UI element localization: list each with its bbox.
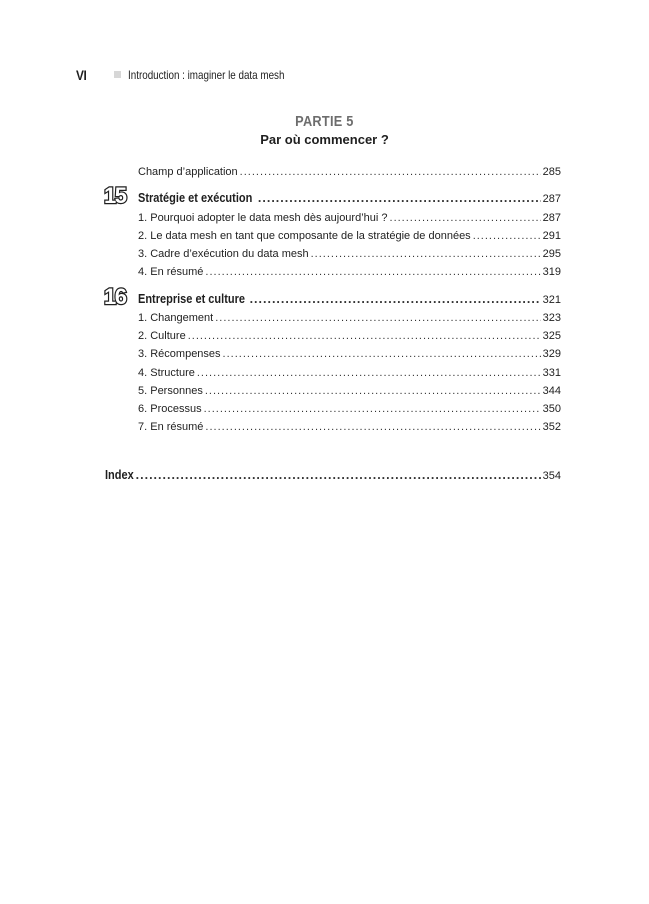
toc-entry-text: 4. Structure bbox=[138, 367, 195, 379]
toc-entry[interactable] bbox=[138, 385, 561, 398]
toc-entry-text: 1. Pourquoi adopter le data mesh dès aujourd’hui ? bbox=[138, 212, 388, 224]
leader-dots bbox=[258, 192, 541, 205]
page-folio: VI bbox=[76, 67, 87, 83]
toc-entry[interactable] bbox=[138, 330, 561, 343]
leader-dots bbox=[240, 166, 541, 179]
chapter-number: 15 bbox=[104, 183, 126, 207]
toc-chapter-15[interactable] bbox=[138, 192, 561, 206]
toc-entry-page: 295 bbox=[542, 248, 561, 260]
toc-entry-page: 323 bbox=[542, 312, 561, 324]
toc-entry-text: 1. Changement bbox=[138, 312, 214, 324]
toc-entry-page: 350 bbox=[542, 403, 561, 415]
chapter-number-15-icon bbox=[103, 183, 131, 207]
toc-entry-text: 5. Personnes bbox=[138, 385, 203, 397]
toc-entry[interactable] bbox=[138, 166, 561, 179]
toc-entry-page: 285 bbox=[542, 166, 561, 178]
leader-dots bbox=[311, 248, 541, 261]
leader-dots bbox=[204, 403, 541, 416]
toc-entry-text: 7. En résumé bbox=[138, 421, 204, 433]
toc-entry[interactable] bbox=[138, 248, 561, 261]
leader-dots bbox=[390, 212, 541, 225]
running-header bbox=[76, 67, 576, 85]
toc-entry-text: 6. Processus bbox=[138, 403, 202, 415]
leader-dots bbox=[223, 348, 541, 361]
chapter-page: 287 bbox=[542, 193, 561, 205]
toc-entry-text: 2. Culture bbox=[138, 330, 186, 342]
leader-dots bbox=[215, 312, 540, 325]
toc-entry[interactable] bbox=[138, 266, 561, 279]
toc-entry[interactable] bbox=[138, 367, 561, 380]
chapter-title: Stratégie et exécution bbox=[138, 191, 253, 205]
part-label: PARTIE 5 bbox=[295, 113, 354, 130]
toc-entry[interactable] bbox=[138, 230, 561, 243]
leader-dots bbox=[136, 469, 541, 482]
leader-dots bbox=[188, 330, 541, 343]
toc-entry-text: 2. Le data mesh en tant que composante de la stratégie de données bbox=[138, 230, 471, 242]
chapter-number: 16 bbox=[104, 284, 126, 308]
index-page: 354 bbox=[542, 470, 561, 482]
toc-entry-page: 329 bbox=[542, 348, 561, 360]
toc-entry-page: 344 bbox=[542, 385, 561, 397]
header-square-icon bbox=[114, 71, 121, 78]
leader-dots bbox=[197, 367, 541, 380]
toc-entry-page: 325 bbox=[542, 330, 561, 342]
toc-entry-page: 287 bbox=[542, 212, 561, 224]
toc-entry[interactable] bbox=[138, 312, 561, 325]
leader-dots bbox=[205, 266, 540, 279]
part-title: Par où commencer ? bbox=[260, 132, 389, 147]
toc-entry-page: 352 bbox=[542, 421, 561, 433]
toc-entry[interactable] bbox=[138, 212, 561, 225]
chapter-title: Entreprise et culture bbox=[138, 292, 245, 306]
toc-index[interactable] bbox=[105, 469, 561, 483]
toc-entry[interactable] bbox=[138, 421, 561, 434]
running-title: Introduction : imaginer le data mesh bbox=[128, 68, 285, 82]
leader-dots bbox=[205, 421, 540, 434]
leader-dots bbox=[250, 293, 541, 306]
chapter-page: 321 bbox=[542, 294, 561, 306]
toc-entry[interactable] bbox=[138, 403, 561, 416]
toc-entry[interactable] bbox=[138, 348, 561, 361]
toc-entry-page: 331 bbox=[542, 367, 561, 379]
toc-entry-text: Champ d’application bbox=[138, 166, 238, 178]
chapter-number-16-icon bbox=[103, 284, 131, 308]
toc-entry-page: 319 bbox=[542, 266, 561, 278]
toc-chapter-16[interactable] bbox=[138, 293, 561, 307]
part-heading bbox=[0, 113, 649, 147]
toc-entry-text: 4. En résumé bbox=[138, 266, 204, 278]
leader-dots bbox=[205, 385, 541, 398]
toc-entry-page: 291 bbox=[542, 230, 561, 242]
toc-entry-text: 3. Cadre d’exécution du data mesh bbox=[138, 248, 309, 260]
leader-dots bbox=[473, 230, 541, 243]
toc-entry-text: 3. Récompenses bbox=[138, 348, 221, 360]
index-title: Index bbox=[105, 468, 134, 482]
